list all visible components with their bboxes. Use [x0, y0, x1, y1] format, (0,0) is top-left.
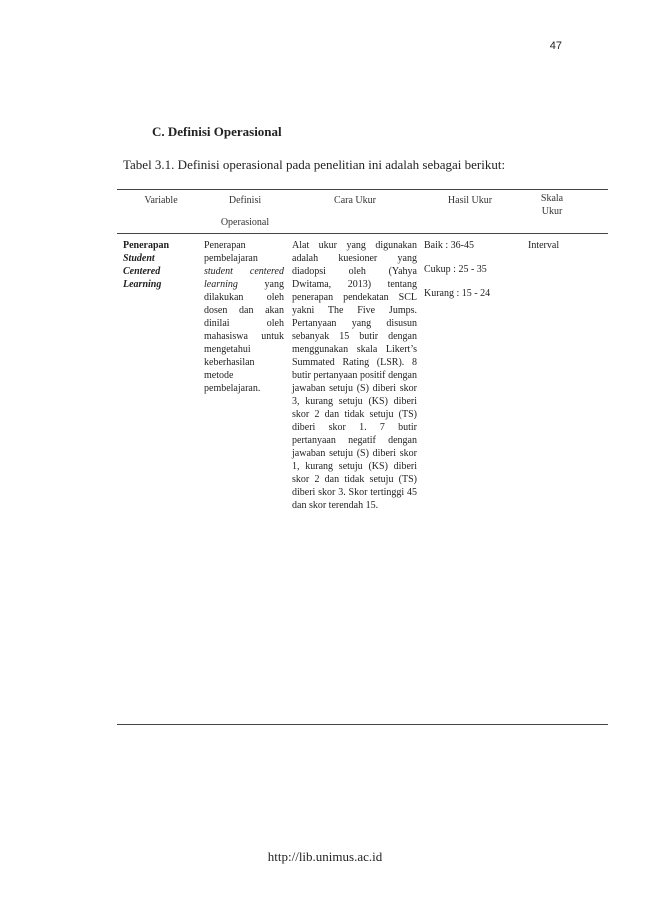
header-definisi-line1: Definisi	[228, 195, 262, 206]
table-top-rule	[117, 189, 608, 190]
definisi-text-post: yang dilakukan oleh dosen dan akan dinilai oleh mahasiswa untuk mengetahui keberhasilan metode pembelajaran.	[204, 279, 284, 394]
hasil-baik: Baik : 36-45	[424, 240, 474, 251]
header-skala-line2: Ukur	[541, 206, 563, 217]
cell-skala-ukur: Interval	[528, 240, 560, 251]
variable-line2: Student	[123, 253, 155, 264]
cell-definisi-operasional	[204, 239, 284, 395]
header-variable: Variable	[144, 195, 178, 206]
table-caption: Tabel 3.1. Definisi operasional pada penelitian ini adalah sebagai berikut:	[123, 157, 506, 172]
definisi-text-italic: student centered learning	[204, 266, 284, 290]
cell-cara-ukur: Alat ukur yang digunakan adalah kuesioner yang diadopsi oleh (Yahya Dwitama, 2013) tentang penerapan pendekatan SCL yakni The Five Jumps. Pertanyaan yang disusun sebanyak 15 butir dengan menggunakan skala Likert’s Summated Rating (LSR). 8 butir pertanyaan positif dengan jawaban setuju (S) diberi skor 3, kurang setuju (KS) diberi skor 2 dan tidak setuju (TS) diberi skor 1. 7 butir pertanyaan negatif dengan jawaban setuju (S) diberi skor 1, kurang setuju (KS) diberi skor 2 dan tidak setuju (TS) diberi skor 3. Skor tertinggi 45 dan skor terendah 15.	[292, 240, 417, 511]
variable-line1: Penerapan	[123, 240, 170, 251]
table-bottom-rule	[117, 724, 608, 725]
hasil-cukup: Cukup : 25 - 35	[424, 264, 487, 275]
table-header-rule	[117, 233, 608, 234]
header-skala-line1: Skala	[540, 193, 564, 204]
page-number: 47	[549, 40, 562, 52]
hasil-kurang: Kurang : 15 - 24	[424, 288, 491, 299]
header-definisi-line2: Operasional	[220, 217, 270, 228]
section-heading: C. Definisi Operasional	[152, 124, 282, 139]
header-definisi-operasional	[204, 194, 286, 229]
variable-line3: Centered	[123, 266, 161, 277]
cell-variable	[123, 239, 201, 291]
cell-hasil-ukur	[424, 239, 520, 311]
header-skala-ukur	[526, 192, 578, 218]
footer-url: http://lib.unimus.ac.id	[267, 849, 383, 864]
variable-line4: Learning	[123, 279, 162, 290]
header-hasil-ukur: Hasil Ukur	[447, 195, 493, 206]
header-cara-ukur: Cara Ukur	[334, 195, 376, 206]
definisi-text-pre: Penerapan pembelajaran	[204, 240, 258, 264]
